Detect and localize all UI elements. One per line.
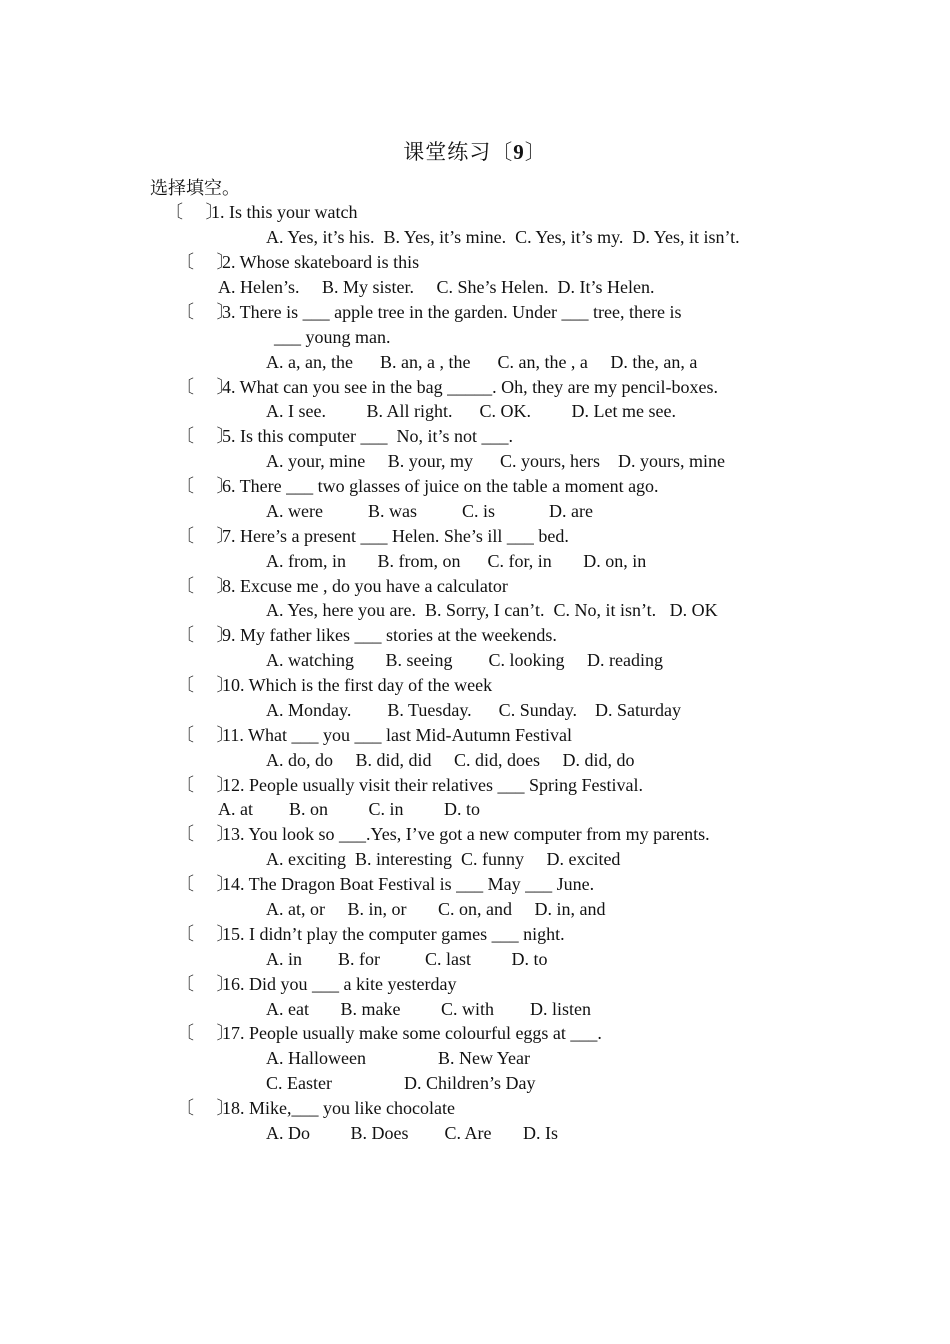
question-14-options: A. at, or B. in, or C. on, and D. in, and: [266, 899, 606, 919]
answer-paren[interactable]: 〔 〕: [176, 1023, 235, 1043]
answer-paren[interactable]: 〔 〕: [176, 476, 235, 496]
question-14: [176, 873, 594, 895]
question-text: 18. Mike,___ you like chocolate: [222, 1098, 455, 1118]
question-17-options-1: A. Halloween B. New Year: [266, 1048, 530, 1068]
question-5: [176, 425, 513, 447]
answer-paren[interactable]: 〔 〕: [176, 526, 235, 546]
question-6-options: A. were B. was C. is D. are: [266, 501, 593, 521]
question-18: [176, 1097, 455, 1119]
title-number: 9: [513, 140, 525, 164]
question-text: 10. Which is the first day of the week: [222, 675, 493, 695]
question-4: [176, 376, 718, 398]
question-11: [176, 724, 572, 746]
question-text: 6. There ___ two glasses of juice on the table a moment ago.: [222, 476, 659, 496]
question-10-options: A. Monday. B. Tuesday. C. Sunday. D. Saturday: [266, 700, 682, 720]
answer-paren[interactable]: 〔 〕: [165, 202, 224, 222]
question-text: 12. People usually visit their relatives ___ Spring Festival.: [222, 775, 643, 795]
answer-paren[interactable]: 〔 〕: [176, 426, 235, 446]
question-9: [176, 624, 557, 646]
title-text: 课堂练习〔: [403, 140, 514, 164]
question-17-options-2: C. Easter D. Children’s Day: [266, 1073, 536, 1093]
question-17: [176, 1022, 602, 1044]
answer-paren[interactable]: 〔 〕: [176, 675, 235, 695]
question-16-options: A. eat B. make C. with D. listen: [266, 999, 591, 1019]
answer-paren[interactable]: 〔 〕: [176, 824, 235, 844]
answer-paren[interactable]: 〔 〕: [176, 974, 235, 994]
answer-paren[interactable]: 〔 〕: [176, 874, 235, 894]
question-13: [176, 823, 710, 845]
question-1: [165, 201, 357, 223]
question-text: 13. You look so ___.Yes, I’ve got a new computer from my parents.: [222, 824, 710, 844]
question-text: 8. Excuse me , do you have a calculator: [222, 576, 508, 596]
question-text: 14. The Dragon Boat Festival is ___ May ___ June.: [222, 874, 595, 894]
answer-paren[interactable]: 〔 〕: [176, 775, 235, 795]
question-3-continued: ___ young man.: [274, 327, 391, 347]
answer-paren[interactable]: 〔 〕: [176, 377, 235, 397]
answer-paren[interactable]: 〔 〕: [176, 576, 235, 596]
question-12-options: A. at B. on C. in D. to: [218, 799, 481, 819]
instruction: 选择填空。: [150, 178, 240, 198]
question-8-options: A. Yes, here you are. B. Sorry, I can’t. C. No, it isn’t. D. OK: [266, 600, 718, 620]
answer-paren[interactable]: 〔 〕: [176, 625, 235, 645]
question-11-options: A. do, do B. did, did C. did, does D. did, do: [266, 750, 635, 770]
question-18-options: A. Do B. Does C. Are D. Is: [266, 1123, 558, 1143]
question-10: [176, 674, 492, 696]
question-16: [176, 973, 456, 995]
question-text: 9. My father likes ___ stories at the weekends.: [222, 625, 557, 645]
question-text: 16. Did you ___ a kite yesterday: [222, 974, 457, 994]
question-2-options: A. Helen’s. B. My sister. C. She’s Helen. D. It’s Helen.: [218, 277, 655, 297]
question-text: 11. What ___ you ___ last Mid-Autumn Festival: [222, 725, 572, 745]
question-text: 15. I didn’t play the computer games ___ night.: [222, 924, 565, 944]
title-end: 〕: [524, 140, 547, 164]
question-8: [176, 575, 508, 597]
question-6: [176, 475, 659, 497]
answer-paren[interactable]: 〔 〕: [176, 924, 235, 944]
question-13-options: A. exciting B. interesting C. funny D. excited: [266, 849, 621, 869]
question-9-options: A. watching B. seeing C. looking D. reading: [266, 650, 663, 670]
question-7: [176, 525, 569, 547]
question-7-options: A. from, in B. from, on C. for, in D. on, in: [266, 551, 647, 571]
question-text: 4. What can you see in the bag _____. Oh, they are my pencil-boxes.: [222, 377, 719, 397]
question-5-options: A. your, mine B. your, my C. yours, hers D. yours, mine: [266, 451, 726, 471]
question-3: [176, 301, 682, 323]
question-15: [176, 923, 565, 945]
question-15-options: A. in B. for C. last D. to: [266, 949, 548, 969]
question-text: 2. Whose skateboard is this: [222, 252, 420, 272]
question-text: 7. Here’s a present ___ Helen. She’s ill ___ bed.: [222, 526, 569, 546]
question-12: [176, 774, 643, 796]
question-text: 17. People usually make some colourful eggs at ___.: [222, 1023, 602, 1043]
question-text: 5. Is this computer ___ No, it’s not ___.: [222, 426, 513, 446]
page-title: [0, 136, 950, 166]
answer-paren[interactable]: 〔 〕: [176, 725, 235, 745]
question-text: 1. Is this your watch: [211, 202, 358, 222]
question-1-options: A. Yes, it’s his. B. Yes, it’s mine. C. Yes, it’s my. D. Yes, it isn’t.: [266, 227, 740, 247]
question-2: [176, 251, 419, 273]
question-text: 3. There is ___ apple tree in the garden. Under ___ tree, there is: [222, 302, 682, 322]
question-3-options: A. a, an, the B. an, a , the C. an, the , a D. the, an, a: [266, 352, 698, 372]
answer-paren[interactable]: 〔 〕: [176, 302, 235, 322]
answer-paren[interactable]: 〔 〕: [176, 252, 235, 272]
answer-paren[interactable]: 〔 〕: [176, 1098, 235, 1118]
question-4-options: A. I see. B. All right. C. OK. D. Let me see.: [266, 401, 676, 421]
